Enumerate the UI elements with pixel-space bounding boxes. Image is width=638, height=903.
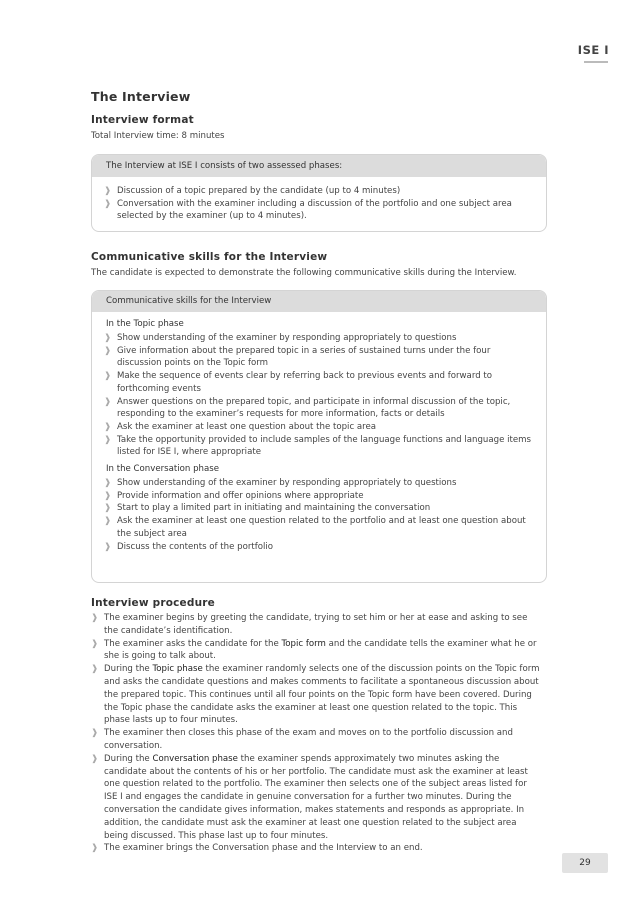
bullet-icon: ❱: [104, 503, 112, 514]
bullet-icon: ❱: [104, 490, 112, 501]
topic-phase-label: In the Topic phase: [106, 319, 184, 329]
procedure-list: [91, 612, 543, 855]
topic-phase-term: Topic phase: [152, 664, 203, 675]
list-item: ❱ Make the sequence of events clear by referring back to previous events and forward to forthcoming events: [104, 371, 493, 394]
page-title: The Interview: [91, 89, 191, 104]
phases-list: [104, 185, 534, 223]
conversation-phase-term: Conversation phase: [152, 753, 238, 764]
list-item: ❱ Show understanding of the examiner by responding appropriately to questions: [104, 478, 457, 489]
series-label: ISE I: [577, 43, 609, 57]
conversation-phase-label: In the Conversation phase: [106, 464, 220, 475]
bullet-icon: ❱: [104, 434, 112, 445]
bullet-icon: ❱: [91, 613, 99, 623]
list-item: ❱ Show understanding of the examiner by responding appropriately to questions: [104, 333, 457, 343]
list-item: ❱ Start to play a limited part in initiating and maintaining the conversation: [104, 503, 431, 514]
bullet-icon: ❱: [104, 198, 112, 209]
list-item: ❱ Ask the examiner at least one question related to the portfolio and at least one question about the subject area: [104, 516, 526, 539]
procedure-heading: Interview procedure: [91, 597, 215, 609]
list-item: ❱ During the Conversation phase the examiner spends approximately two minutes asking the candidate about the contents of his or her portfolio. The candidate must ask the examiner at least one question related to the portfolio. The examiner then selects one of the subject areas listed for ISE I and engages the candidate in genuine conversation for a further two minutes. During the conversation the candidate gives information, makes statements and responds as appropriate. In addition, the candidate must ask the examiner at least one question related to the subject area being discussed. This phase last up to four minutes.: [91, 753, 528, 841]
skills-box: [91, 290, 547, 583]
list-item: ❱ Provide information and offer opinions where appropriate: [104, 490, 364, 501]
bullet-icon: ❱: [104, 371, 112, 382]
list-item: ❱ Answer questions on the prepared topic, and participate in informal discussion of the topic, responding to the examiner’s requests for more information, facts or details: [104, 396, 511, 420]
bullet-icon: ❱: [104, 541, 112, 552]
bullet-icon: ❱: [104, 396, 112, 407]
bullet-icon: ❱: [104, 186, 112, 196]
bullet-icon: ❱: [104, 421, 112, 432]
bullet-icon: ❱: [104, 516, 112, 527]
list-item: ❱ The examiner asks the candidate for the Topic form and the candidate tells the examiner what he or she is going to talk about.: [91, 638, 537, 662]
header-rule: [584, 61, 608, 63]
skills-intro: The candidate is expected to demonstrate the following communicative skills during the Interview.: [91, 268, 517, 278]
list-item: ❱ Discussion of a topic prepared by the candidate (up to 4 minutes): [104, 186, 401, 196]
topic-form-term: Topic form: [281, 638, 326, 649]
bullet-icon: ❱: [91, 638, 99, 649]
skills-heading: Communicative skills for the Interview: [91, 251, 328, 263]
bullet-icon: ❱: [91, 664, 99, 675]
procedure-section: [91, 612, 543, 855]
conversation-phase-list: [104, 477, 534, 553]
list-item: ❱ The examiner then closes this phase of the exam and moves on to the portfolio discussion and conversation.: [91, 728, 513, 751]
bullet-icon: ❱: [104, 333, 112, 343]
list-item: ❱ Take the opportunity provided to include samples of the language functions and language items listed for ISE I, where appropriate: [104, 434, 531, 458]
total-time-text: Total Interview time: 8 minutes: [91, 131, 225, 141]
list-item: ❱ Conversation with the examiner including a discussion of the portfolio and one subject area selected by the examiner (up to 4 minutes).: [104, 198, 512, 222]
list-item: ❱ Discuss the contents of the portfolio: [104, 541, 274, 552]
bullet-icon: ❱: [104, 345, 112, 356]
phases-box: [91, 154, 547, 232]
bullet-icon: ❱: [91, 753, 99, 764]
phases-box-title: The Interview at ISE I consists of two assessed phases:: [92, 155, 546, 177]
interview-format-heading: Interview format: [91, 114, 194, 126]
skills-box-title: Communicative skills for the Interview: [92, 291, 546, 312]
list-item: ❱ Ask the examiner at least one question about the topic area: [104, 421, 377, 432]
bullet-icon: ❱: [104, 478, 112, 489]
bullet-icon: ❱: [91, 843, 99, 854]
topic-phase-list: [104, 332, 534, 459]
bullet-icon: ❱: [91, 728, 99, 739]
list-item: ❱ Give information about the prepared topic in a series of sustained turns under the four discussion points on the Topic form: [104, 345, 491, 369]
list-item: ❱ During the Topic phase the examiner randomly selects one of the discussion points on the Topic form and asks the candidate questions and makes comments to facilitate a spontaneous discussion about the prepared topic. This continues until all four points on the Topic form have been covered. During the Topic phase the candidate asks the examiner at least one question related to the topic. This phase lasts up to four minutes.: [91, 664, 540, 726]
page-number: 29: [562, 853, 608, 873]
list-item: ❱ The examiner brings the Conversation phase and the Interview to an end.: [91, 843, 423, 854]
list-item: ❱ The examiner begins by greeting the candidate, trying to set him or her at ease and asking to see the candidate’s identification.: [91, 613, 528, 636]
